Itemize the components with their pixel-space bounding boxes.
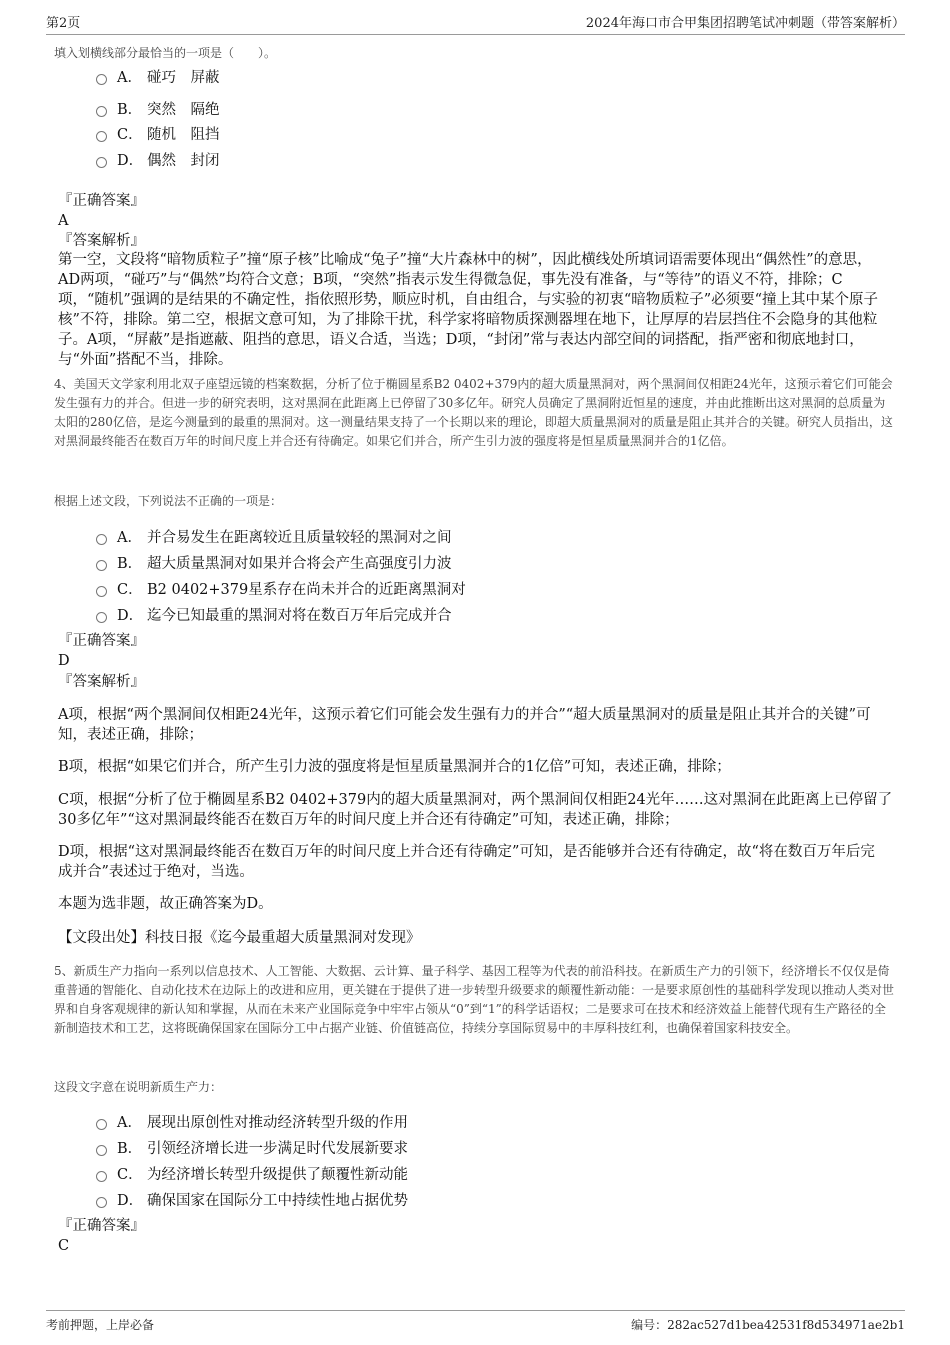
q4-option-a[interactable]: A． 并合易发生在距离较近且质量较轻的黑洞对之间 <box>96 526 452 547</box>
q5-option-c[interactable]: C． 为经济增长转型升级提供了颠覆性新动能 <box>96 1163 408 1184</box>
page-footer <box>46 1310 905 1340</box>
q3-answer: A <box>58 213 69 229</box>
q3-answer-label: 『正确答案』 <box>58 193 145 209</box>
q5-option-a[interactable]: A． 展现出原创性对推动经济转型升级的作用 <box>96 1111 408 1132</box>
footer-slogan: 考前押题，上岸必备 <box>46 1318 155 1332</box>
radio-icon[interactable] <box>96 586 107 597</box>
q5-option-d[interactable]: D． 确保国家在国际分工中持续性地占据优势 <box>96 1189 408 1210</box>
radio-icon[interactable] <box>96 1171 107 1182</box>
q3-analysis: 第一空，文段将“暗物质粒子”撞“原子核”比喻成“兔子”撞“大片森林中的树”，因此横线处所填词语需要体现出“偶然性”的意思，AD两项，“碰巧”与“偶然”均符合文意；B项，“突然”指表示发生得微急促，事先没有准备，与“等待”的语义不符，排除；C项，“随机”强调的是结果的不确定性，指依照形势，顺应时机，自由组合，与实验的初衷“暗物质粒子”必须要“撞上其中某个原子核”不符，排除。第二空，根据文意可知，为了排除干扰，科学家将暗物质探测器埋在地下，让厚厚的岩层挡住不会隐身的其他粒子。A项，“屏蔽”是指遮蔽、阻挡的意思，语义合适，当选；D项，“封闭”常与表达内部空间的词搭配，指严密和彻底地封口，与“外面”搭配不当，排除。 <box>58 252 879 368</box>
q4-option-d[interactable]: D． 迄今已知最重的黑洞对将在数百万年后完成并合 <box>96 604 452 625</box>
q4-analysis-a: A项，根据“两个黑洞间仅相距24光年，这预示着它们可能会发生强有力的并合”“超大质量黑洞对的质量是阻止其并合的关键”可知，表述正确，排除； <box>58 707 871 743</box>
q4-stem: 根据上述文段，下列说法不正确的一项是： <box>54 494 283 508</box>
q4-passage: 4、美国天文学家利用北双子座望远镜的档案数据，分析了位于椭圆星系B2 0402+379内的超大质量黑洞对，两个黑洞间仅相距24光年，这预示着它们可能会发生强有力的并合。但进一步的研究表明，这对黑洞在此距离上已停留了30多亿年。研究人员确定了黑洞附近恒星的速度，并由此推断出这对黑洞的总质量为太阳的280亿倍，是迄今测量到的最重的黑洞对。这一测量结果支持了一个长期以来的理论，即超大质量黑洞对的质量是阻止其并合的关键。研究人员指出，这对黑洞最终能否在数百万年的时间尺度上并合还有待确定。如果它们并合，所产生引力波的强度将是恒星质量黑洞并合的1亿倍。 <box>54 377 893 448</box>
q4-analysis-label: 『答案解析』 <box>58 674 145 690</box>
radio-icon[interactable] <box>96 157 107 168</box>
radio-icon[interactable] <box>96 534 107 545</box>
radio-icon[interactable] <box>96 106 107 117</box>
q4-answer-label: 『正确答案』 <box>58 633 145 649</box>
radio-icon[interactable] <box>96 131 107 142</box>
q5-answer: C <box>58 1238 70 1254</box>
q4-analysis-b: B项，根据“如果它们并合，所产生引力波的强度将是恒星质量黑洞并合的1亿倍”可知，表述正确，排除； <box>58 759 731 775</box>
q3-option-a[interactable]: A． 碰巧 屏蔽 <box>96 66 220 87</box>
document-title: 2024年海口市合甲集团招聘笔试冲刺题（带答案解析） <box>585 16 905 31</box>
q3-option-c[interactable]: C． 随机 阻挡 <box>96 123 220 144</box>
q5-answer-label: 『正确答案』 <box>58 1218 145 1234</box>
q4-analysis-c: C项，根据“分析了位于椭圆星系B2 0402+379内的超大质量黑洞对，两个黑洞间仅相距24光年……这对黑洞在此距离上已停留了30多亿年”“这对黑洞最终能否在数百万年的时间尺度上并合还有待确定”可知，表述正确，排除； <box>58 792 893 828</box>
page-number: 第2页 <box>46 16 81 31</box>
q5-stem: 这段文字意在说明新质生产力： <box>54 1080 223 1094</box>
q4-answer: D <box>58 653 70 669</box>
q3-option-d[interactable]: D． 偶然 封闭 <box>96 149 220 170</box>
q3-stem: 填入划横线部分最恰当的一项是（ ）。 <box>54 46 277 60</box>
radio-icon[interactable] <box>96 612 107 623</box>
q4-option-c[interactable]: C． B2 0402+379星系存在尚未并合的近距离黑洞对 <box>96 578 466 599</box>
q5-option-b[interactable]: B． 引领经济增长进一步满足时代发展新要求 <box>96 1137 408 1158</box>
q4-conclusion: 本题为选非题，故正确答案为D。 <box>58 896 273 912</box>
radio-icon[interactable] <box>96 74 107 85</box>
q4-option-b[interactable]: B． 超大质量黑洞对如果并合将会产生高强度引力波 <box>96 552 452 573</box>
q4-analysis-d: D项，根据“这对黑洞最终能否在数百万年的时间尺度上并合还有待确定”可知，是否能够并合还有待确定，故“将在数百万年后完成并合”表述过于绝对，当选。 <box>58 844 875 880</box>
page-header <box>46 12 905 35</box>
q5-passage: 5、新质生产力指向一系列以信息技术、人工智能、大数据、云计算、量子科学、基因工程等为代表的前沿科技。在新质生产力的引领下，经济增长不仅仅是倚重普通的智能化、自动化技术在边际上的改进和应用，更关键在于提供了进一步转型升级要求的颠覆性新动能：一是要求原创性的基础科学发现以推动人类对世界和自身客观规律的新认知和掌握，从而在未来产业国际竞争中牢牢占领从“0”到“1”的科学话语权；二是要求可在技术和经济效益上能替代现有生产路径的全新制造技术和工艺，这将既确保国家在国际分工中占据产业链、价值链高位，持续分享国际贸易中的丰厚科技红利，也确保着国家科技安全。 <box>54 964 895 1035</box>
q3-analysis-label: 『答案解析』 <box>58 233 145 249</box>
radio-icon[interactable] <box>96 1197 107 1208</box>
document-id: 编号：282ac527d1bea42531f8d534971ae2b1 <box>631 1318 905 1332</box>
q3-option-b[interactable]: B． 突然 隔绝 <box>96 98 220 119</box>
radio-icon[interactable] <box>96 1145 107 1156</box>
q4-source: 【文段出处】科技日报《迄今最重超大质量黑洞对发现》 <box>58 930 421 946</box>
radio-icon[interactable] <box>96 560 107 571</box>
radio-icon[interactable] <box>96 1119 107 1130</box>
